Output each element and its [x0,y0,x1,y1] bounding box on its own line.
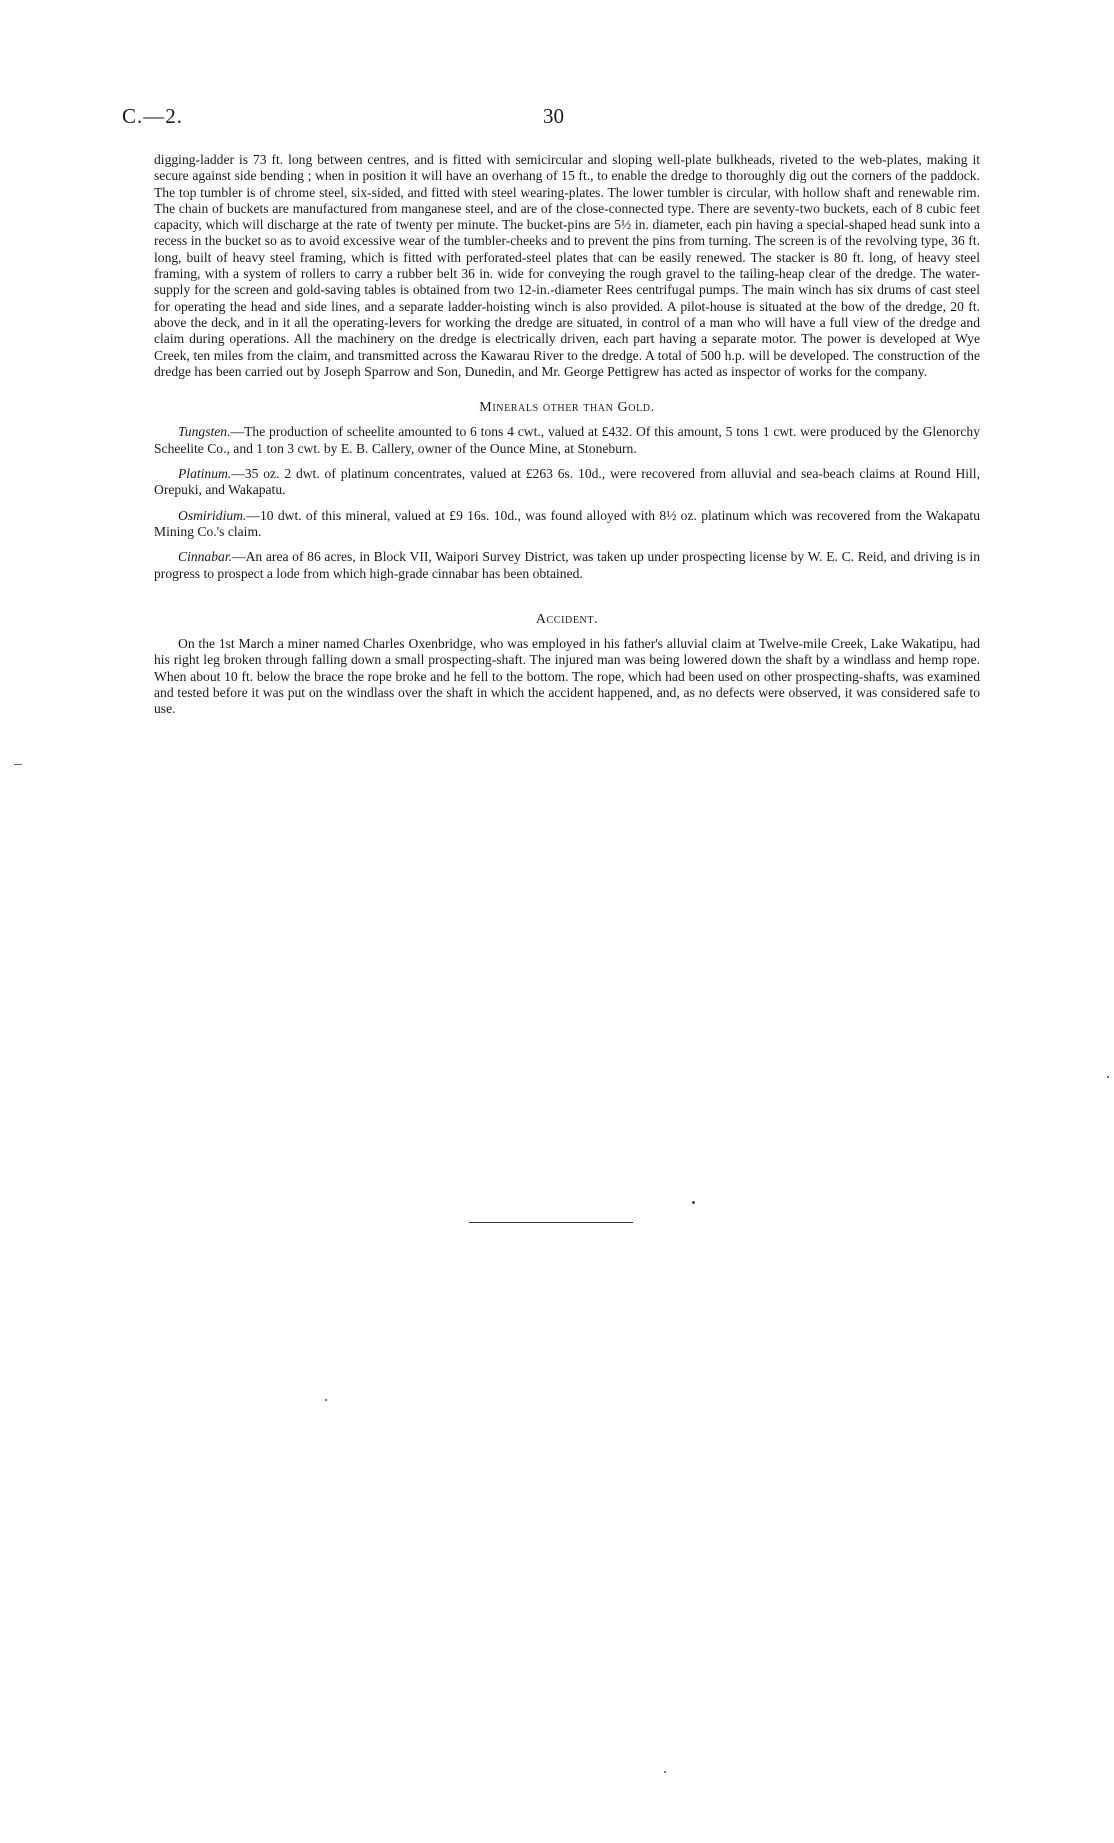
tungsten-label: Tungsten. [178,424,231,440]
platinum-text: —35 oz. 2 dwt. of platinum concentrates, valued at £263 6s. 10d., were recovered from alluvial and sea-beach claims at Round Hill, Orepuki, and Wakapatu. [154,466,980,498]
end-rule [469,1222,633,1223]
cinnabar-label: Cinnabar. [178,549,233,565]
accident-paragraph: On the 1st March a miner named Charles Oxenbridge, who was employed in his father's alluvial claim at Twelve-mile Creek, Lake Wakatipu, had his right leg broken through falling down a small prospecting-shaft. The injured man was being lowered down the shaft by a windlass and hemp rope. When about 10 ft. below the brace the rope broke and he fell to the bottom. The rope, which had been used on other prospecting-shafts, was examined and tested before it was put on the windlass over the shaft in which the accident happened, and, as no defects were observed, it was considered safe to use. [154,636,980,717]
osmiridium-label: Osmiridium. [178,507,247,523]
osmiridium-text: —10 dwt. of this mineral, valued at £9 16s. 10d., was found alloyed with 8½ oz. platinum which was recovered from the Wakapatu Mining Co.'s claim. [154,507,980,539]
margin-mark [14,764,22,765]
platinum-label: Platinum. [178,466,232,482]
tungsten-paragraph [154,424,980,457]
document-reference: C.—2. [122,104,184,128]
page-content [154,152,980,727]
speck [325,1399,327,1401]
osmiridium-paragraph [154,508,980,541]
tungsten-text: —The production of scheelite amounted to 6 tons 4 cwt., valued at £432. Of this amount, 5 tons 1 cwt. were produced by the Glenorchy Scheelite Co., and 1 ton 3 cwt. by E. B. Callery, owner of the Ounce Mine, at Stoneburn. [154,424,980,456]
accident-heading: Accident. [535,611,599,627]
platinum-paragraph [154,466,980,499]
minerals-heading: Minerals other than Gold. [479,400,655,416]
speck [664,1771,666,1773]
speck [692,1201,695,1204]
cinnabar-paragraph [154,549,980,582]
cinnabar-text: —An area of 86 acres, in Block VII, Waipori Survey District, was taken up under prospecting license by W. E. C. Reid, and driving is in progress to prospect a lode from which high-grade cinnabar has been obtained. [154,549,980,581]
speck [1107,1076,1109,1078]
page-number: 30 [543,104,564,128]
dredge-description-paragraph: digging-ladder is 73 ft. long between centres, and is fitted with semicircular and sloping well-plate bulkheads, riveted to the web-plates, making it secure against side bending ; when in position it will have an overhang of 15 ft., to enable the dredge to thoroughly dig out the corners of the paddock. The top tumbler is of chrome steel, six-sided, and fitted with steel wearing-plates. The lower tumbler is circular, with hollow shaft and renewable rim. The chain of buckets are manufactured from manganese steel, and are of the close-connected type. There are seventy-two buckets, each of 8 cubic feet capacity, which will discharge at the rate of twenty per minute. The bucket-pins are 5½ in. diameter, each pin having a special-shaped head sunk into a recess in the bucket so as to avoid excessive wear of the tumbler-cheeks and to prevent the pins from turning. The screen is of the revolving type, 36 ft. long, built of heavy steel framing, which is fitted with perforated-steel plates that can be easily renewed. The stacker is 80 ft. long, of heavy steel framing, with a system of rollers to carry a rubber belt 36 in. wide for conveying the rough gravel to the tailing-heap clear of the dredge. The water-supply for the screen and gold-saving tables is obtained from two 12-in.-diameter Rees centrifugal pumps. The main winch has six drums of cast steel for operating the head and side lines, and a separate ladder-hoisting winch is also provided. A pilot-house is situated at the bow of the dredge, 20 ft. above the deck, and in it all the operating-levers for working the dredge are situated, in control of a man who will have a full view of the dredge and claim during operations. All the machinery on the dredge is electrically driven, each part having a separate motor. The power is developed at Wye Creek, ten miles from the claim, and transmitted across the Kawarau River to the dredge. A total of 500 h.p. will be developed. The construction of the dredge has been carried out by Joseph Sparrow and Son, Dunedin, and Mr. George Pettigrew has acted as inspector of works for the company. [154,152,980,379]
